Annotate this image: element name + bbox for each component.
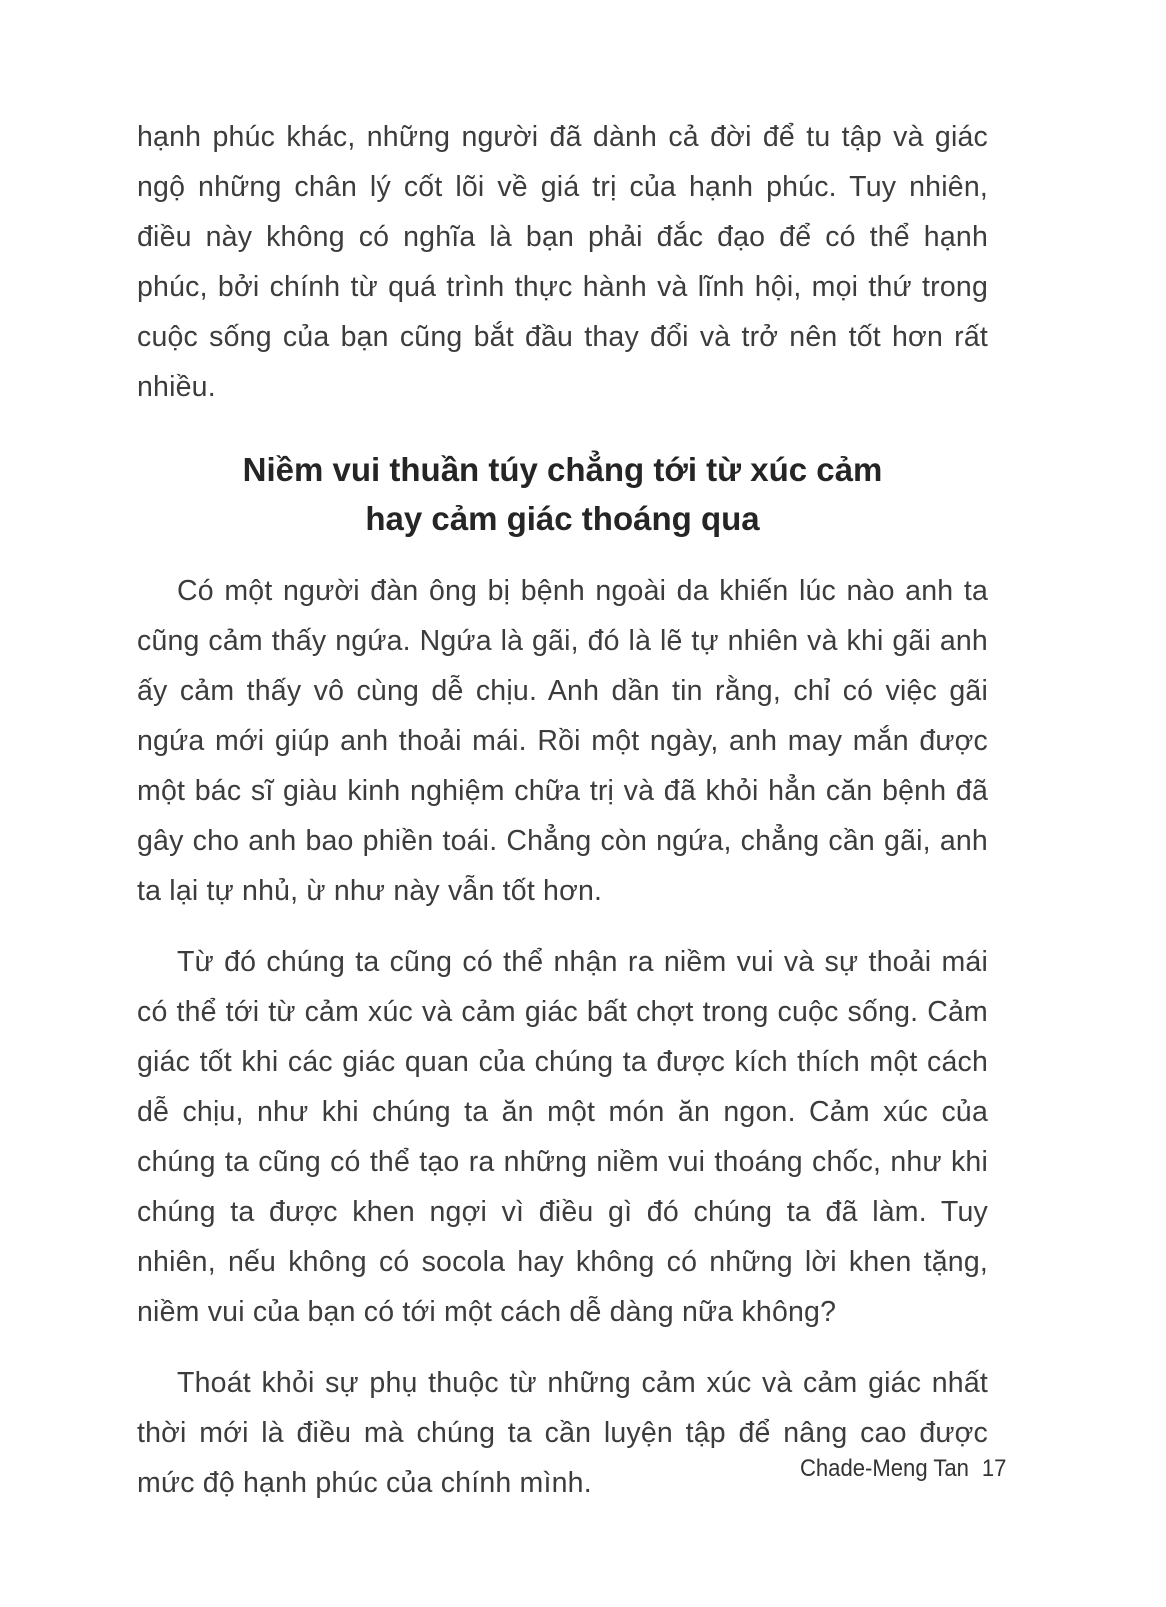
body-paragraph-2: Từ đó chúng ta cũng có thể nhận ra niềm vui và sự thoải mái có thể tới từ cảm xúc và cảm giác bất chợt trong cuộc sống. Cảm giác tốt khi các giác quan của chúng ta được kích thích một cách dễ chịu, như khi chúng ta ăn một món ăn ngon. Cảm xúc của chúng ta cũng có thể tạo ra những niềm vui thoáng chốc, như khi chúng ta được khen ngợi vì điều gì đó chúng ta đã làm. Tuy nhiên, nếu không có socola hay không có những lời khen tặng, niềm vui của bạn có tới một cách dễ dàng nữa không? bbox=[137, 946, 988, 1328]
body-paragraph-1: Có một người đàn ông bị bệnh ngoài da khiến lúc nào anh ta cũng cảm thấy ngứa. Ngứa là gãi, đó là lẽ tự nhiên và khi gãi anh ấy cảm thấy vô cùng dễ chịu. Anh dần tin rằng, chỉ có việc gãi ngứa mới giúp anh thoải mái. Rồi một ngày, anh may mắn được một bác sĩ giàu kinh nghiệm chữa trị và đã khỏi hẳn căn bệnh đã gây cho anh bao phiền toái. Chẳng còn ngứa, chẳng cần gãi, anh ta lại tự nhủ, ừ như này vẫn tốt hơn. bbox=[137, 575, 988, 907]
section-heading-line-1: Niềm vui thuần túy chẳng tới từ xúc cảm bbox=[242, 451, 883, 488]
running-author: Chade-Meng Tan bbox=[799, 1455, 969, 1482]
body-paragraph-3: Thoát khỏi sự phụ thuộc từ những cảm xúc và cảm giác nhất thời mới là điều mà chúng ta cần luyện tập để nâng cao được mức độ hạnh phúc của chính mình. bbox=[137, 1367, 988, 1499]
section-heading bbox=[137, 445, 988, 543]
intro-paragraph: hạnh phúc khác, những người đã dành cả đời để tu tập và giác ngộ những chân lý cốt lõi về giá trị của hạnh phúc. Tuy nhiên, điều này không có nghĩa là bạn phải đắc đạo để có thể hạnh phúc, bởi chính từ quá trình thực hành và lĩnh hội, mọi thứ trong cuộc sống của bạn cũng bắt đầu thay đổi và trở nên tốt hơn rất nhiều. bbox=[137, 121, 988, 403]
page-number: 17 bbox=[981, 1455, 1006, 1482]
page-content bbox=[137, 112, 988, 1529]
section-heading-line-2: hay cảm giác thoáng qua bbox=[365, 500, 760, 537]
page-footer bbox=[800, 1455, 1006, 1483]
